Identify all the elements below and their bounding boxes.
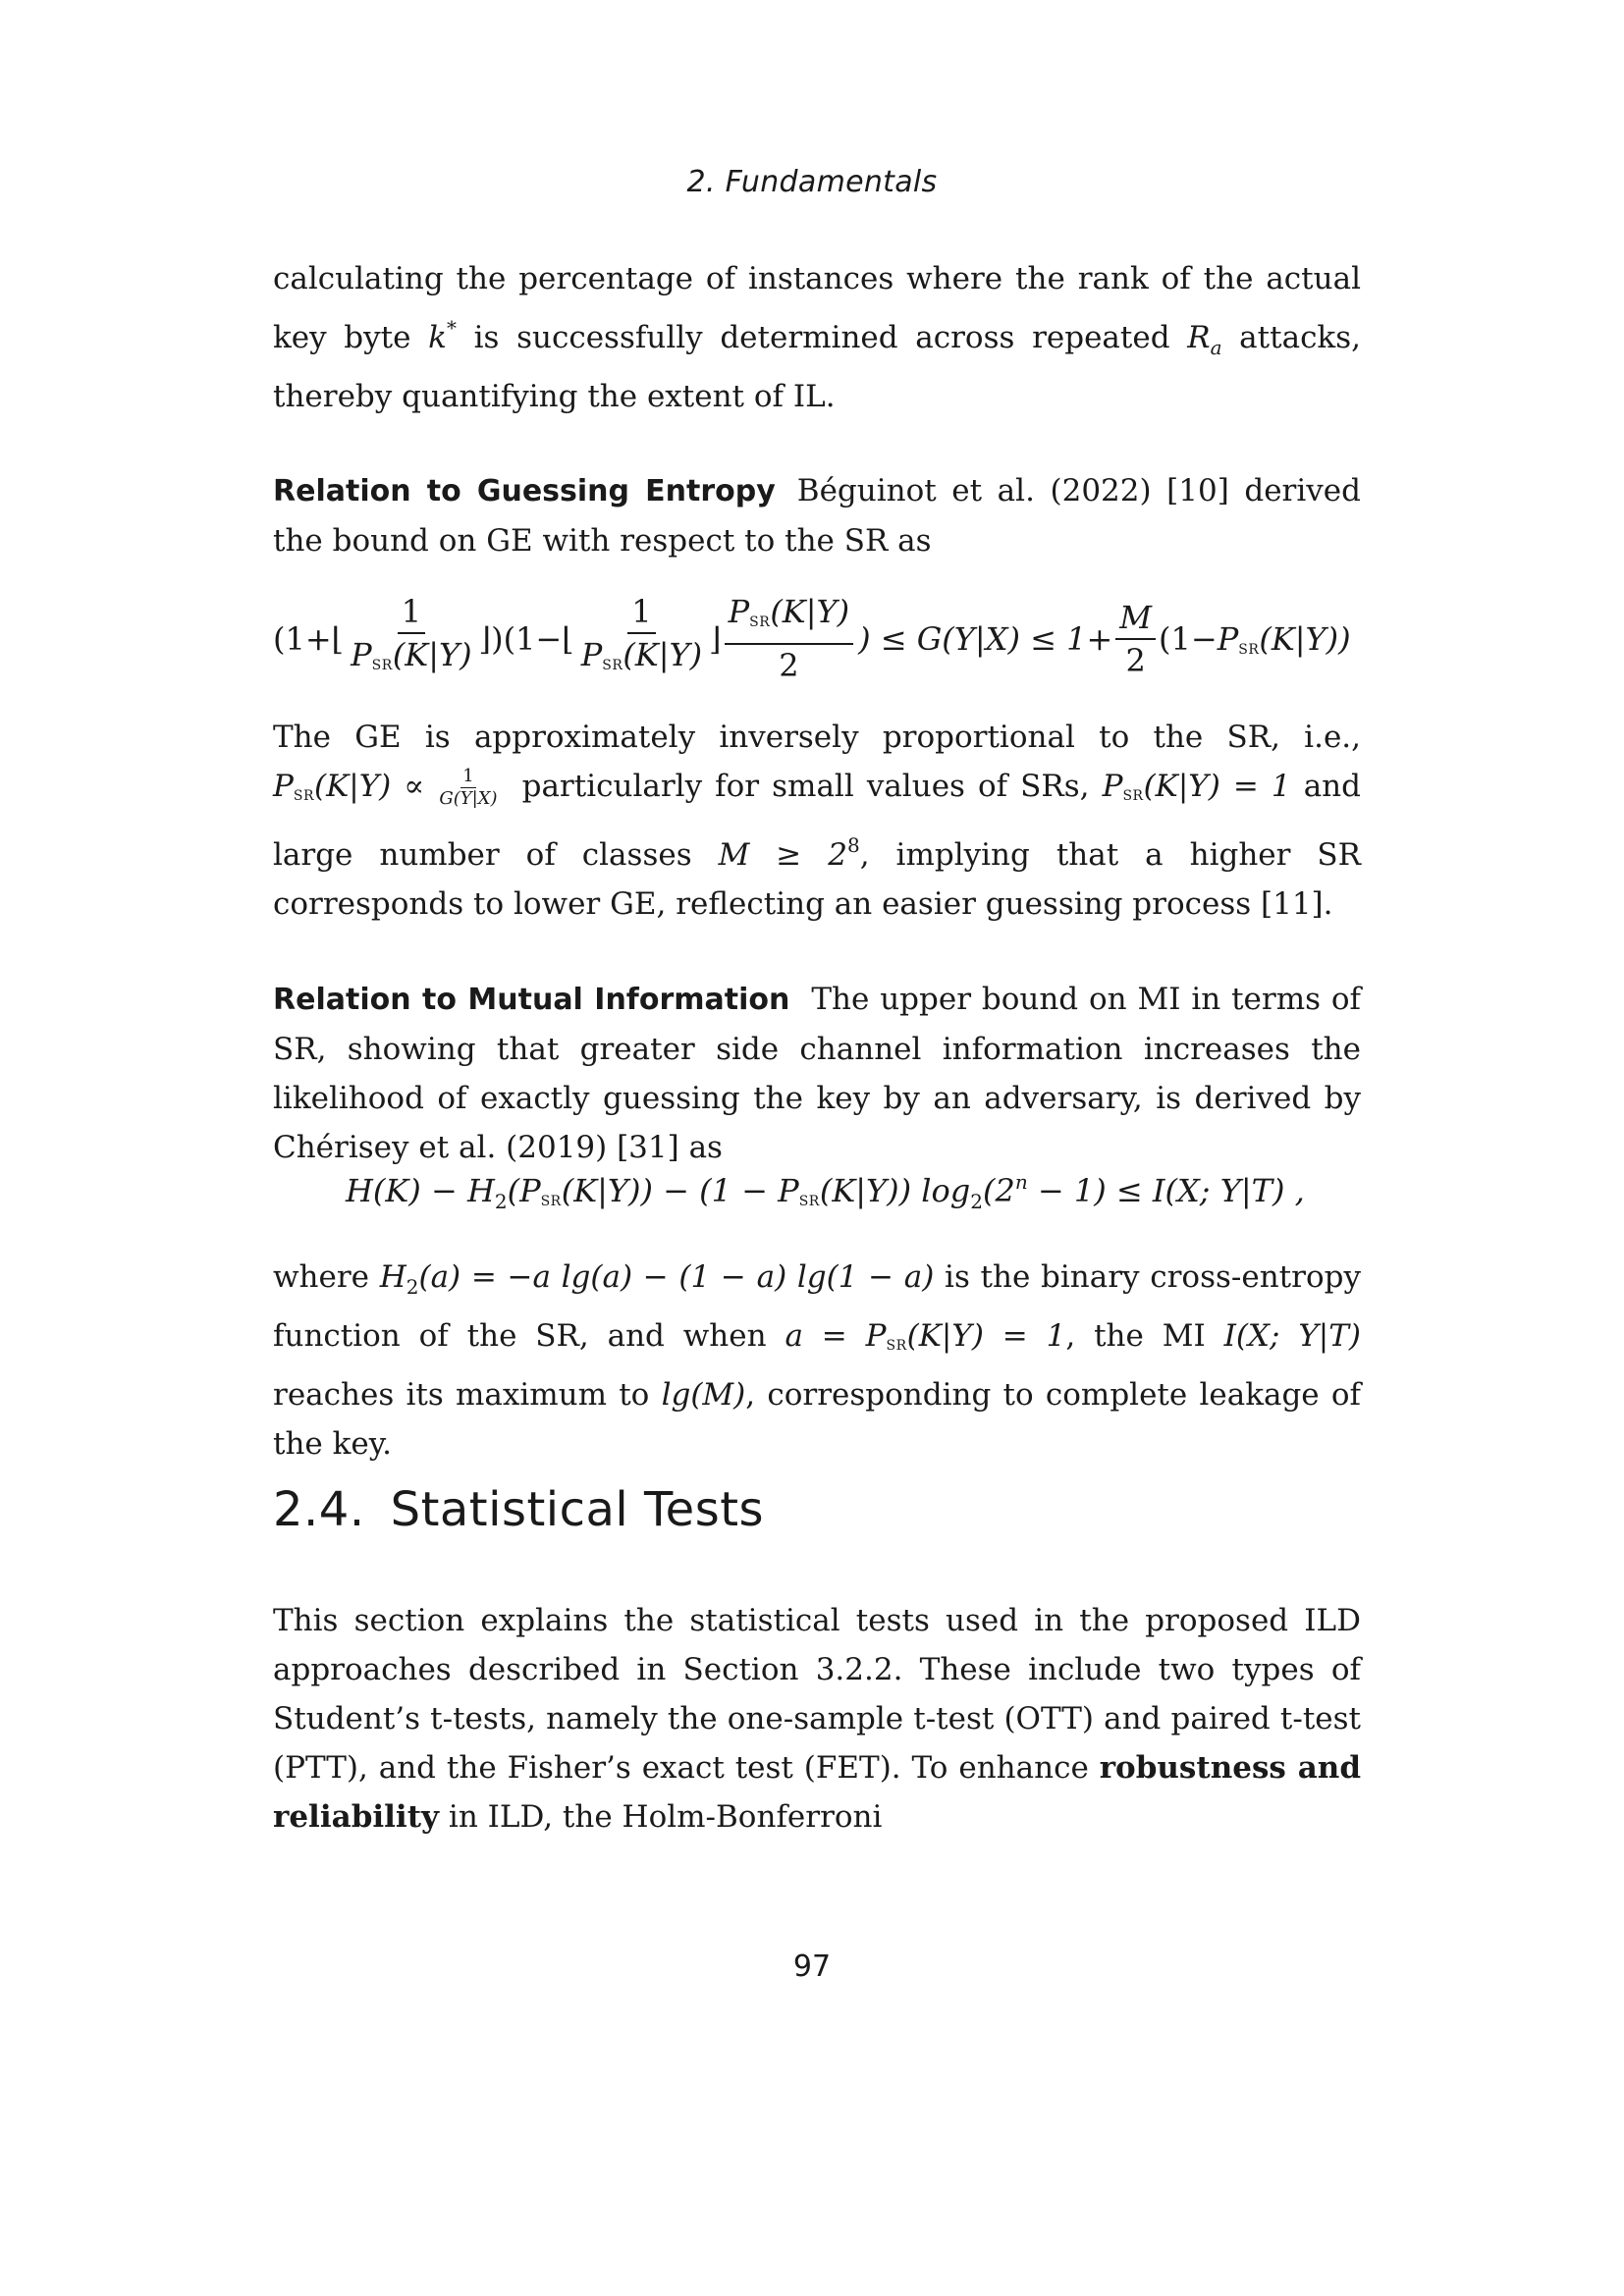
mi-equation: $H(K) - H_2(PSR(K|Y)) - (1 - PSR(K|Y)) \log_2(2^n - 1) \le I(X$; Y|T) , <box>346 1170 1305 1213</box>
ge-paragraph <box>273 466 1361 565</box>
ge-small-frac: $\frac{1}{G(Y|X)}$ <box>439 766 498 809</box>
ge-frac-4: $\frac{M}{2}$ <box>1115 601 1156 677</box>
r-a: $R_a$ <box>1187 320 1222 359</box>
section-title-text: Statistical Tests <box>390 1482 765 1537</box>
intro-text-1: calculating the percentage of instances where the rank of the actual key byte <box>273 261 1361 355</box>
bold-phrase: robustness and reliability <box>273 1750 1361 1835</box>
section-number: 2.4. <box>273 1482 365 1537</box>
ge-heading: Relation to Guessing Entropy <box>273 474 776 508</box>
page-number: 97 <box>792 1949 832 1984</box>
ge-frac-2: $\frac{1}{\text{PSR(K|Y)}}$ <box>580 593 703 673</box>
stats-paragraph: This section explains the statistical tests used in the proposed ILD approaches described in Section 3.2.2. These include two types of Student’s t-tests, namely the one-sample t-test (OTT) and paired t-test (PTT), and the Fisher’s exact test (FET). To enhance robustness and reliability in ILD, the Holm-Bonferroni <box>273 1603 1361 1835</box>
running-head: 2. Fundamentals <box>686 165 938 199</box>
mi-heading: Relation to Mutual Information <box>273 983 790 1017</box>
mi-paragraph <box>273 975 1361 1172</box>
intro-paragraph <box>273 254 1361 421</box>
ge-equation: (1+⌊ $\frac{1}{\text{PSR(K|Y)}}$ ⌋)(1−⌊ $\frac{1}{\text{PSR(K|Y)}}$ ⌋ $\frac{\text{PSR(K|Y)}}{2}$ ) ≤ G(Y|X) ≤ 1+ $\frac{M}{2}$ (1− PSR(K|Y)) <box>273 593 1351 684</box>
ge-body: Béguinot et al. (2022) [10] derived the bound on GE with respect to the SR as <box>273 473 1361 559</box>
ge-frac-3: $\frac{\text{PSR(K|Y)}}{2}$ <box>725 595 853 682</box>
mi-where-paragraph: where $H_2(a) = -a$ lg(a) − (1 − a) lg(1 − a) is the binary cross-entropy function of the SR, and when a = PSR(K|Y) = 1, the MI I(X; Y|T) reaches its maximum to lg(M), corresponding to complete leakage of the key. <box>273 1259 1362 1462</box>
section-heading <box>273 1482 764 1537</box>
mi-body: The upper bound on MI in terms of SR, showing that greater side channel information increases the likelihood of exactly guessing the key by an adversary, is derived by Chérisey et al. (2019) [31] as <box>273 982 1361 1165</box>
intro-text-2: is successfully determined across repeated <box>456 320 1188 355</box>
k-star: k* <box>428 316 457 355</box>
ge-after-paragraph: The GE is approximately inversely proportional to the SR, i.e., PSR(K|Y) ∝ $\frac{1}{G(Y|X)}$ particularly for small values of SRs, PSR(K|Y) = 1 and large number of classes $M \ge 2^8$, implying that a higher SR corresponds to lower GE, reflecting an easier guessing process [11]. <box>273 720 1362 922</box>
ge-frac-1: $\frac{1}{\text{PSR(K|Y)}}$ <box>351 593 472 673</box>
intro-text-3: attacks, thereby quantifying the extent of IL. <box>273 320 1361 414</box>
